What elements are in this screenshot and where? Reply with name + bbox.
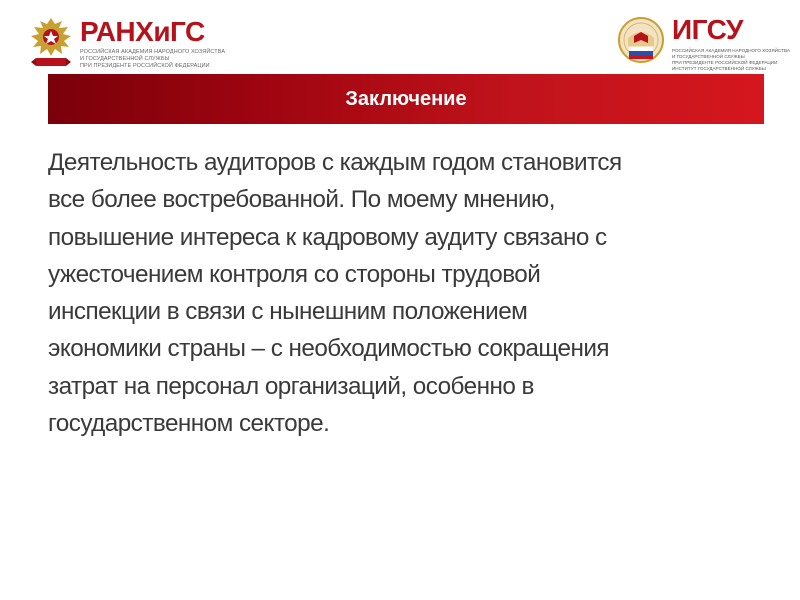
ranepa-emblem-icon [28,14,74,70]
igsu-subtitle-line: ПРИ ПРЕЗИДЕНТЕ РОССИЙСКОЙ ФЕДЕРАЦИИ [672,60,778,65]
ranepa-subtitle-line: И ГОСУДАРСТВЕННОЙ СЛУЖБЫ [80,56,170,62]
igsu-subtitle-line: ИНСТИТУТ ГОСУДАРСТВЕННОЙ СЛУЖБЫ [672,66,766,71]
body-line: Деятельность аудиторов с каждым годом становится [48,149,622,176]
ranepa-subtitle-line: ПРИ ПРЕЗИДЕНТЕ РОССИЙСКОЙ ФЕДЕРАЦИИ [80,63,210,69]
igsu-logo [616,14,790,71]
ranepa-subtitle-line: РОССИЙСКАЯ АКАДЕМИЯ НАРОДНОГО ХОЗЯЙСТВА [80,49,226,55]
igsu-emblem-icon [616,16,666,68]
igsu-subtitle-line: РОССИЙСКАЯ АКАДЕМИЯ НАРОДНОГО ХОЗЯЙСТВА [672,48,790,53]
body-line: затрат на персонал организаций, особенно в [48,372,534,400]
body-line: повышение интереса к кадровому аудиту связано с [48,223,607,251]
slide-title: Заключение [345,88,467,110]
igsu-brand: ИГСУ [672,14,743,45]
igsu-subtitle-line: И ГОСУДАРСТВЕННОЙ СЛУЖБЫ [672,54,745,59]
body-line: экономики страны – с необходимостью сокращения [48,335,610,363]
body-line: инспекции в связи с нынешним положением [48,298,528,326]
ranepa-brand: РАНХиГС [80,16,205,47]
body-line: государственном секторе. [48,410,330,438]
body-paragraph [48,144,768,442]
body-line: ужесточением контроля со стороны трудовой [48,260,541,288]
body-line: все более востребованной. По моему мнению, [48,186,555,214]
ranepa-logo [28,14,228,70]
title-band [48,74,764,124]
